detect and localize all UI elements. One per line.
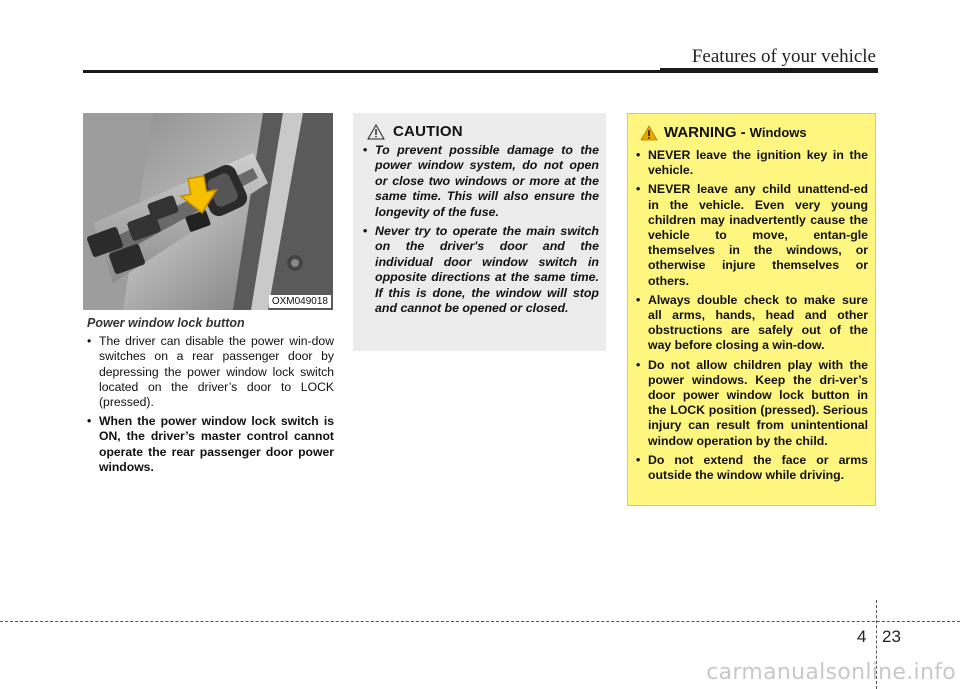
warning-title: WARNING - (664, 124, 746, 141)
warning-item: • NEVER leave any child unattend-ed in the vehicle. Even very young children may inadvertently cause the vehicle to move, entan-gle themselves in the windows, or otherwise injure themselves or others. (636, 182, 868, 288)
caution-item: • To prevent possible damage to the power window system, do not open or close two windows or more at the same time. This will also ensure the longevity of the fuse. (363, 143, 599, 220)
chapter-number: 4 (857, 627, 867, 646)
body-item: • The driver can disable the power win-dow switches on a rear passenger door by depressing the power window lock switch located on the driver’s door to LOCK (pressed). (87, 334, 334, 410)
warning-header (640, 124, 807, 141)
footer-rule (0, 621, 960, 622)
door-panel-window-switch-photo (83, 113, 333, 310)
warning-item: • NEVER leave the ignition key in the vehicle. (636, 148, 868, 178)
warning-subtitle: Windows (749, 125, 807, 140)
figure-caption: Power window lock button (87, 316, 245, 330)
caution-box (353, 113, 606, 351)
door-switch-photo (83, 113, 333, 310)
caution-item: • Never try to operate the main switch on the driver's door and the individual door window switch in opposite directions at the same time. If this is done, the window will stop and cannot be opened or closed. (363, 224, 599, 316)
warning-item: • Do not extend the face or arms outside the window while driving. (636, 453, 868, 483)
caution-header (367, 123, 463, 140)
watermark: carmanualsonline.info (706, 660, 956, 685)
body-column (87, 316, 334, 479)
warning-triangle-filled-icon (640, 125, 658, 141)
page-number: 23 (882, 627, 901, 646)
section-title: Features of your vehicle (691, 46, 876, 67)
header-rule-accent (660, 68, 878, 73)
warning-box (627, 113, 876, 506)
warning-item: • Do not allow children play with the power windows. Keep the dri-ver’s door power window lock button in the LOCK position (pressed). Serious injury can result from unintentional window operation by the child. (636, 358, 868, 449)
caution-title: CAUTION (393, 123, 463, 140)
body-item: • When the power window lock switch is ON, the driver’s master control cannot operate the rear passenger door power windows. (87, 414, 334, 475)
warning-item: • Always double check to make sure all arms, hands, head and other obstructions are safely out of the way before closing a win-dow. (636, 293, 868, 354)
body-list (87, 334, 334, 475)
warning-list (636, 148, 868, 487)
caution-list (363, 143, 599, 320)
figure-code: OXM049018 (269, 295, 331, 308)
warning-triangle-outline-icon (367, 124, 385, 140)
